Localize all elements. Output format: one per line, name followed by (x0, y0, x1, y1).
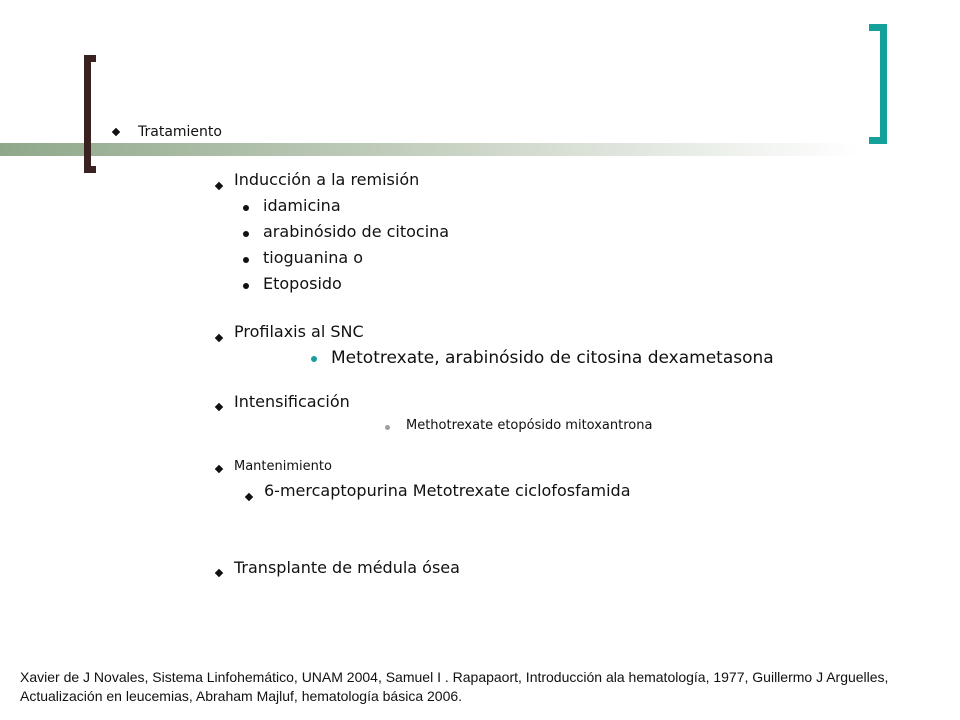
diamond-bullet-icon (215, 334, 223, 342)
citation-text: Xavier de J Novales, Sistema Linfohemático, UNAM 2004, Samuel I . Rapapaort, Introducción ala hematología, 1977, Guillermo J Arguelles, Actualización en leucemias, Abraham Majluf, hematología básica 2006. (20, 669, 889, 704)
diamond-bullet-icon (215, 569, 223, 577)
section-title-induccion: Inducción a la remisión (234, 170, 420, 189)
bullet-dot-icon (385, 425, 390, 430)
bullet-dot-icon (243, 257, 249, 263)
right-bracket-decoration (869, 24, 887, 144)
section-title-mantenimiento: Mantenimiento (234, 459, 332, 474)
diamond-bullet-icon (215, 403, 223, 411)
header-gradient-bar (0, 143, 860, 156)
list-item: idamicina (263, 196, 341, 215)
left-bracket-decoration (84, 55, 96, 173)
diamond-bullet-icon (245, 493, 253, 501)
bullet-dot-icon (243, 283, 249, 289)
diamond-bullet-icon (215, 182, 223, 190)
list-item: tioguanina o (263, 248, 364, 267)
section-title-transplante: Transplante de médula ósea (234, 558, 460, 577)
diamond-bullet-icon (215, 465, 223, 473)
section-title-profilaxis: Profilaxis al SNC (234, 322, 364, 341)
bullet-dot-icon (243, 205, 249, 211)
slide-heading: Tratamiento (138, 124, 222, 140)
bullet-dot-icon (311, 356, 317, 362)
list-item: Metotrexate, arabinósido de citosina dexametasona (331, 348, 774, 368)
list-item: arabinósido de citocina (263, 222, 450, 241)
list-item: 6-mercaptopurina Metotrexate ciclofosfamida (264, 481, 631, 500)
list-item: Methotrexate etopósido mitoxantrona (406, 418, 653, 433)
bullet-dot-icon (243, 231, 249, 237)
list-item: Etoposido (263, 274, 342, 293)
diamond-bullet-icon (112, 128, 120, 136)
section-title-intensificacion: Intensificación (234, 392, 350, 411)
